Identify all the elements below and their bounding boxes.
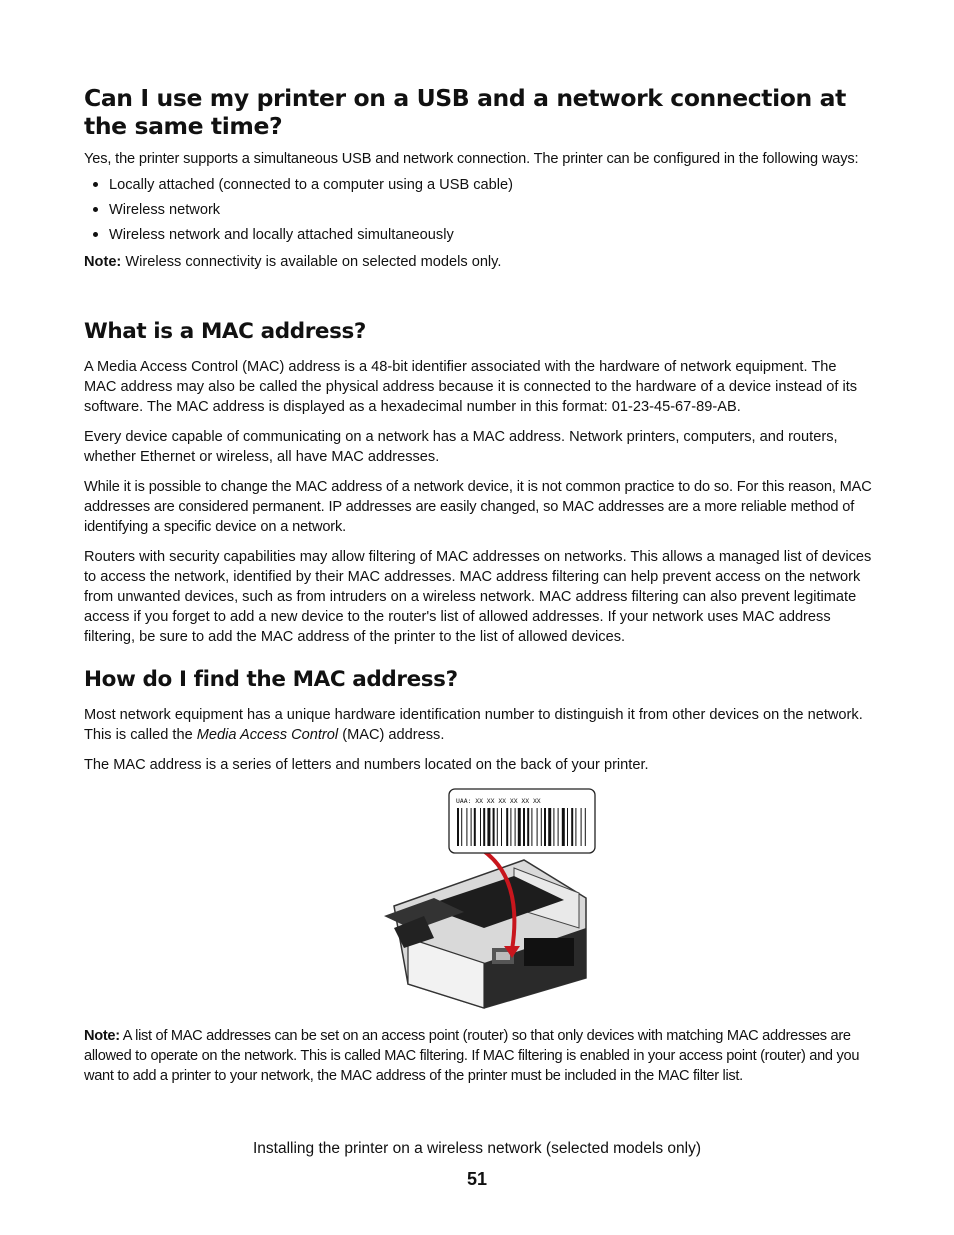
note-label: Note: [84, 254, 122, 270]
find-paragraph-1 [84, 705, 872, 745]
usb-options-list [84, 175, 872, 245]
find-paragraph-2: The MAC address is a series of letters and numbers located on the back of your printer. [84, 757, 649, 773]
note-label: Note: [84, 1028, 120, 1044]
note-text: A list of MAC addresses can be set on an access point (router) so that only devices with matching MAC addresses are allowed to operate on the network. This is called MAC filtering. If MAC filtering is enabled in your access point (router) and you want to add a printer to your network, the MAC address of the printer must be included in the MAC filter list. [84, 1028, 860, 1084]
list-item: Wireless network and locally attached simultaneously [84, 225, 872, 245]
list-item: Wireless network [84, 200, 872, 220]
heading-what-is-mac: What is a MAC address? [84, 319, 366, 344]
find-text-before: Most network equipment has a unique hardware identification number to distinguish it from other devices on the network. This is called the [84, 707, 863, 743]
footer-chapter-title: Installing the printer on a wireless network (selected models only) [253, 1140, 701, 1157]
printer-mac-label-illustration [364, 788, 596, 1012]
note-wireless [84, 252, 872, 272]
heading-find-mac: How do I find the MAC address? [84, 667, 458, 692]
find-text-italic: Media Access Control [196, 727, 339, 743]
section-usb [84, 149, 872, 272]
page-number: 51 [466, 1169, 488, 1189]
section-mac [84, 357, 872, 647]
section-note-filtering [84, 1026, 872, 1086]
printer-illustration-svg [364, 788, 596, 1012]
note-mac-filtering [84, 1026, 872, 1086]
mac-paragraph-4: Routers with security capabilities may allow filtering of MAC addresses on networks. This allows a managed list of devices to access the network, identified by their MAC addresses. MAC address filtering can help prevent access on the network from unwanted devices, such as from intruders on a wireless network. MAC address filtering can also prevent legitimate access if you forget to add a new device to the router's list of allowed addresses. If your network uses MAC address filtering, be sure to add the MAC address of the printer to the list of allowed devices. [84, 549, 872, 645]
mac-paragraph-3: While it is possible to change the MAC address of a network device, it is not common practice to do so. For this reason, MAC addresses are considered permanent. IP addresses are easily changed, so MAC addresses are a more reliable method of identifying a specific device on a network. [84, 479, 872, 535]
usb-intro-paragraph: Yes, the printer supports a simultaneous USB and network connection. The printer can be configured in the following ways: [84, 151, 859, 167]
section-find [84, 705, 872, 775]
mac-label-text: UAA: XX XX XX XX XX XX [456, 797, 541, 805]
find-text-after: (MAC) address. [338, 727, 445, 743]
note-text: Wireless connectivity is available on selected models only. [121, 254, 502, 270]
mac-paragraph-2: Every device capable of communicating on a network has a MAC address. Network printers, computers, and routers, whether Ethernet or wireless, all have MAC addresses. [84, 429, 838, 465]
heading-usb-network: Can I use my printer on a USB and a network connection at the same time? [84, 84, 846, 140]
mac-paragraph-1: A Media Access Control (MAC) address is a 48-bit identifier associated with the hardware of network equipment. The MAC address may also be called the physical address because it is connected to the hardware of a device instead of its software. The MAC address is displayed as a hexadecimal number in this format: 01-23-45-67-89-AB. [84, 359, 858, 415]
list-item: Locally attached (connected to a computer using a USB cable) [84, 175, 872, 195]
mac-address-label [449, 789, 595, 853]
printer-icon [384, 860, 586, 1008]
